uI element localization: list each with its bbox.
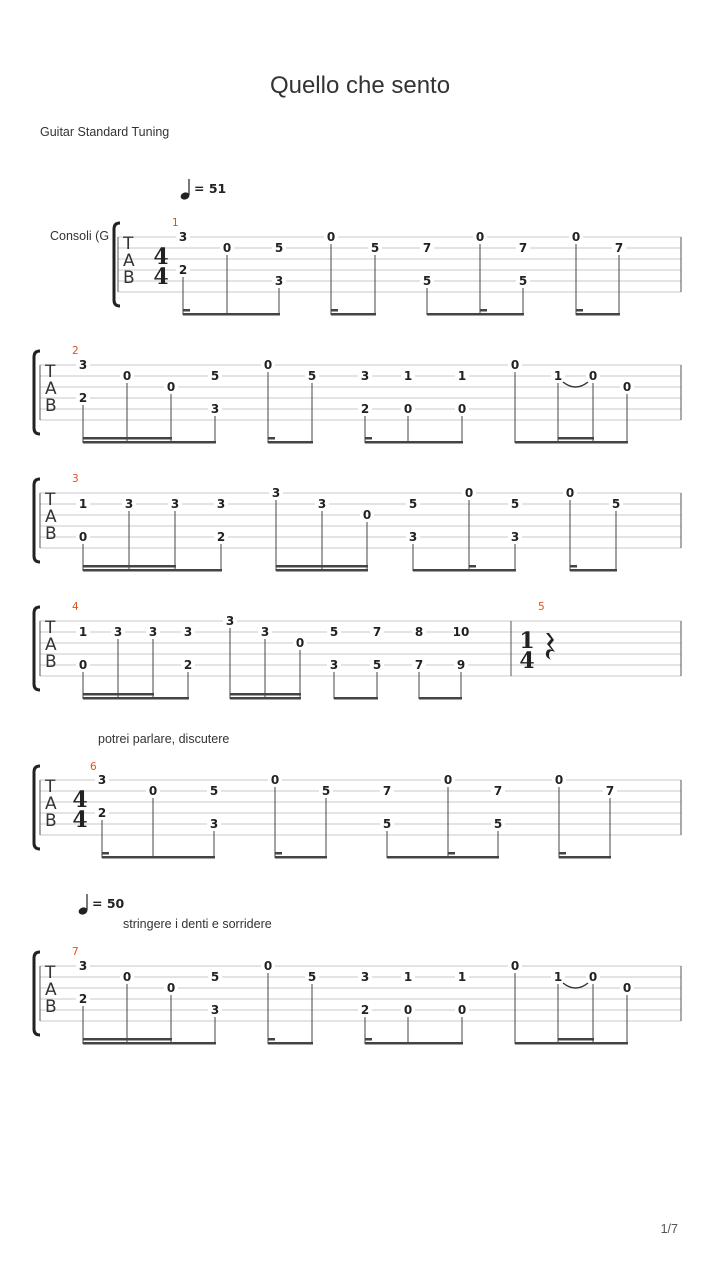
- beam: [171, 1042, 216, 1045]
- time-signature-bottom: 4: [519, 648, 535, 674]
- staff-bracket: [34, 479, 40, 562]
- fret-number: 3: [274, 274, 284, 288]
- fret-number: 0: [457, 1003, 467, 1017]
- fret-number: 5: [307, 369, 317, 383]
- fret-number: 2: [97, 806, 107, 820]
- fret-number: 0: [78, 658, 88, 672]
- beam-stub: [448, 852, 455, 855]
- beam-stub: [275, 852, 282, 855]
- tab-clef-letter: T: [123, 234, 134, 254]
- tab-clef-letter: T: [45, 618, 56, 638]
- fret-number: 5: [274, 241, 284, 255]
- fret-number: 0: [622, 380, 632, 394]
- beam: [268, 441, 313, 444]
- fret-number: 2: [78, 992, 88, 1006]
- beam-stub: [570, 565, 577, 568]
- beam: [83, 697, 154, 700]
- tab-clef-letter: B: [45, 524, 57, 544]
- beam: [427, 313, 524, 316]
- tab-clef-letter: A: [45, 507, 57, 527]
- beam: [83, 441, 172, 444]
- beam-stub: [365, 1038, 372, 1041]
- staff-bracket: [34, 952, 40, 1035]
- fret-number: 3: [360, 970, 370, 984]
- measure-number: 7: [72, 946, 79, 958]
- beam: [230, 697, 301, 700]
- beam: [83, 569, 176, 572]
- beam-stub: [559, 852, 566, 855]
- fret-number: 1: [78, 625, 88, 639]
- fret-number: 5: [382, 817, 392, 831]
- fret-number: 7: [382, 784, 392, 798]
- beam-stub: [268, 1038, 275, 1041]
- fret-number: 5: [321, 784, 331, 798]
- tab-clef-letter: B: [45, 396, 57, 416]
- beam: [268, 1042, 313, 1045]
- fret-number: 5: [210, 970, 220, 984]
- fret-number: 10: [452, 625, 470, 639]
- tab-clef-letter: A: [45, 980, 57, 1000]
- fret-number: 1: [457, 369, 467, 383]
- fret-number: 1: [553, 970, 563, 984]
- fret-number: 2: [360, 1003, 370, 1017]
- measure-number: 3: [72, 473, 79, 485]
- tab-clef-letter: T: [45, 963, 56, 983]
- beam-stub: [102, 852, 109, 855]
- tab-clef-letter: A: [45, 635, 57, 655]
- tab-clef-letter: B: [45, 811, 57, 831]
- fret-number: 1: [78, 497, 88, 511]
- beam: [275, 856, 327, 859]
- fret-number: 5: [370, 241, 380, 255]
- fret-number: 7: [605, 784, 615, 798]
- fret-number: 5: [510, 497, 520, 511]
- fret-number: 0: [122, 970, 132, 984]
- fret-number: 0: [362, 508, 372, 522]
- beam: [387, 856, 499, 859]
- beam-stub: [469, 565, 476, 568]
- tab-clef-letter: T: [45, 362, 56, 382]
- tab-clef-letter: B: [45, 997, 57, 1017]
- fret-number: 5: [408, 497, 418, 511]
- staff-bracket: [34, 607, 40, 690]
- fret-number: 5: [210, 369, 220, 383]
- fret-number: 5: [493, 817, 503, 831]
- fret-number: 0: [270, 773, 280, 787]
- fret-number: 0: [510, 358, 520, 372]
- beam: [102, 856, 215, 859]
- beam: [570, 569, 617, 572]
- time-signature-bottom: 4: [72, 807, 88, 833]
- fret-number: 0: [475, 230, 485, 244]
- time-signature-top: 4: [72, 787, 88, 813]
- fret-number: 7: [372, 625, 382, 639]
- fret-number: 3: [210, 1003, 220, 1017]
- beam: [83, 1042, 172, 1045]
- fret-number: 3: [360, 369, 370, 383]
- fret-number: 9: [456, 658, 466, 672]
- tempo-label: = 51: [194, 181, 227, 196]
- measure-number: 2: [72, 345, 79, 357]
- tab-clef-letter: T: [45, 777, 56, 797]
- fret-number: 0: [457, 402, 467, 416]
- fret-number: 3: [329, 658, 339, 672]
- beam: [183, 313, 280, 316]
- beam: [171, 441, 216, 444]
- measure-number: 1: [172, 217, 179, 229]
- fret-number: 5: [422, 274, 432, 288]
- fret-number: 0: [295, 636, 305, 650]
- fret-number: 3: [510, 530, 520, 544]
- beam-stub: [480, 309, 487, 312]
- fret-number: 2: [360, 402, 370, 416]
- fret-number: 2: [183, 658, 193, 672]
- fret-number: 3: [317, 497, 327, 511]
- time-signature-top: 1: [519, 628, 535, 654]
- tab-clef-letter: B: [123, 268, 135, 288]
- fret-number: 5: [372, 658, 382, 672]
- page-number: 1/7: [660, 1222, 678, 1236]
- beam: [559, 856, 611, 859]
- time-signature-bottom: 4: [153, 264, 169, 290]
- tie: [563, 382, 588, 387]
- beam-stub: [365, 437, 372, 440]
- beam-sixteenth: [83, 1038, 172, 1041]
- beam-sixteenth: [83, 437, 172, 440]
- beam: [558, 441, 594, 444]
- beam-stub: [576, 309, 583, 312]
- beam-sixteenth: [83, 565, 176, 568]
- fret-number: 5: [611, 497, 621, 511]
- lyric-line-2: stringere i denti e sorridere: [123, 917, 272, 931]
- quarter-rest: [546, 633, 555, 660]
- beam: [419, 697, 462, 700]
- measure-number: 4: [72, 601, 79, 613]
- fret-number: 5: [329, 625, 339, 639]
- tie: [563, 983, 588, 988]
- staff-bracket: [34, 766, 40, 849]
- fret-number: 0: [326, 230, 336, 244]
- tab-clef-letter: A: [45, 379, 57, 399]
- fret-number: 3: [408, 530, 418, 544]
- beam: [413, 569, 516, 572]
- beam-sixteenth: [230, 693, 301, 696]
- tab-clef-letter: B: [45, 652, 57, 672]
- beam: [276, 569, 368, 572]
- fret-number: 3: [183, 625, 193, 639]
- fret-number: 0: [510, 959, 520, 973]
- track-name: Consoli (G: [50, 229, 110, 243]
- fret-number: 0: [443, 773, 453, 787]
- measure-number: 6: [90, 761, 97, 773]
- beam-sixteenth: [276, 565, 368, 568]
- fret-number: 7: [414, 658, 424, 672]
- fret-number: 3: [216, 497, 226, 511]
- fret-number: 0: [263, 358, 273, 372]
- fret-number: 3: [148, 625, 158, 639]
- fret-number: 1: [403, 970, 413, 984]
- fret-number: 2: [216, 530, 226, 544]
- fret-number: 0: [554, 773, 564, 787]
- beam-sixteenth: [558, 437, 594, 440]
- fret-number: 3: [178, 230, 188, 244]
- fret-number: 3: [209, 817, 219, 831]
- beam: [558, 1042, 594, 1045]
- fret-number: 0: [403, 402, 413, 416]
- staff-bracket: [34, 351, 40, 434]
- beam-stub: [268, 437, 275, 440]
- fret-number: 3: [260, 625, 270, 639]
- beam-stub: [331, 309, 338, 312]
- beam: [175, 569, 222, 572]
- fret-number: 7: [614, 241, 624, 255]
- fret-number: 5: [209, 784, 219, 798]
- fret-number: 7: [518, 241, 528, 255]
- fret-number: 0: [78, 530, 88, 544]
- beam-sixteenth: [83, 693, 154, 696]
- song-title: Quello che sento: [269, 72, 451, 99]
- fret-number: 0: [565, 486, 575, 500]
- fret-number: 3: [271, 486, 281, 500]
- fret-number: 0: [148, 784, 158, 798]
- fret-number: 0: [122, 369, 132, 383]
- fret-number: 5: [518, 274, 528, 288]
- fret-number: 0: [403, 1003, 413, 1017]
- fret-number: 0: [588, 369, 598, 383]
- tuning-label: Guitar Standard Tuning: [40, 125, 170, 139]
- fret-number: 3: [113, 625, 123, 639]
- fret-number: 0: [166, 380, 176, 394]
- fret-number: 0: [222, 241, 232, 255]
- beam: [365, 441, 463, 444]
- time-signature-top: 4: [153, 244, 169, 270]
- fret-number: 3: [78, 358, 88, 372]
- fret-number: 1: [403, 369, 413, 383]
- fret-number: 8: [414, 625, 424, 639]
- beam: [334, 697, 378, 700]
- tab-clef-letter: T: [45, 490, 56, 510]
- fret-number: 3: [97, 773, 107, 787]
- fret-number: 3: [170, 497, 180, 511]
- fret-number: 0: [588, 970, 598, 984]
- fret-number: 2: [178, 263, 188, 277]
- beam-sixteenth: [558, 1038, 594, 1041]
- fret-number: 1: [553, 369, 563, 383]
- fret-number: 3: [225, 614, 235, 628]
- fret-number: 7: [422, 241, 432, 255]
- fret-number: 1: [457, 970, 467, 984]
- fret-number: 0: [622, 981, 632, 995]
- tab-clef-letter: A: [123, 251, 135, 271]
- beam: [331, 313, 376, 316]
- lyric-line-1: potrei parlare, discutere: [98, 732, 230, 746]
- fret-number: 3: [210, 402, 220, 416]
- staff-bracket: [114, 223, 120, 306]
- fret-number: 2: [78, 391, 88, 405]
- fret-number: 5: [307, 970, 317, 984]
- fret-number: 3: [78, 959, 88, 973]
- fret-number: 0: [166, 981, 176, 995]
- beam-stub: [183, 309, 190, 312]
- beam: [576, 313, 620, 316]
- measure-number: 5: [538, 601, 545, 613]
- tab-clef-letter: A: [45, 794, 57, 814]
- fret-number: 0: [263, 959, 273, 973]
- beam: [365, 1042, 463, 1045]
- fret-number: 0: [464, 486, 474, 500]
- tempo-label: = 50: [92, 896, 125, 911]
- fret-number: 0: [571, 230, 581, 244]
- fret-number: 7: [493, 784, 503, 798]
- beam: [153, 697, 189, 700]
- fret-number: 3: [124, 497, 134, 511]
